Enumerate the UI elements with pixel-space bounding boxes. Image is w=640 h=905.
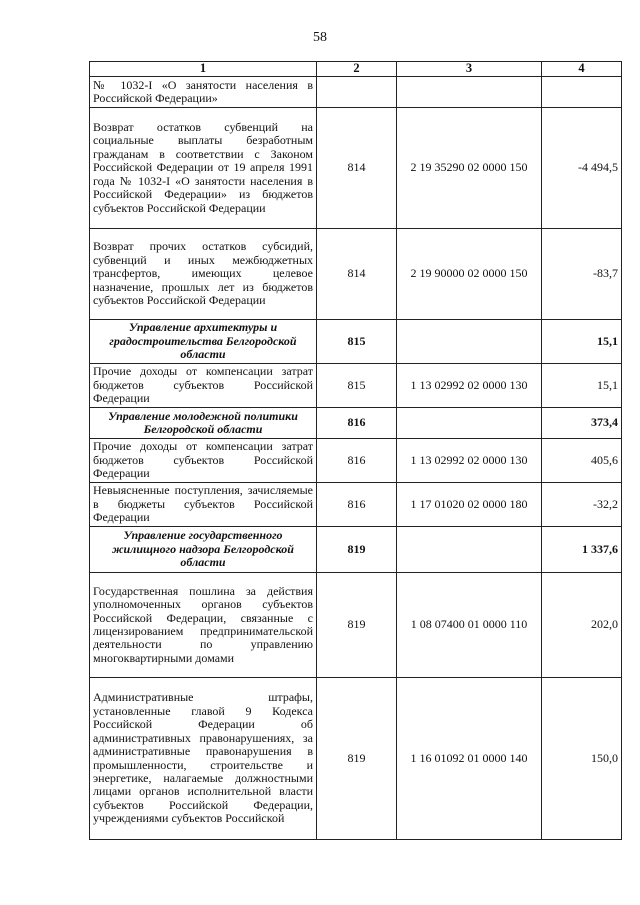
row-budget-code [397,408,542,439]
row-amount: 15,1 [542,364,622,408]
row-budget-code: 1 08 07400 01 0000 110 [397,573,542,678]
column-header: 1 [90,62,317,77]
row-amount: 405,6 [542,439,622,483]
agency-code: 815 [317,320,397,364]
agency-row [90,527,622,573]
table-row [90,573,622,678]
row-amount: -4 494,5 [542,108,622,229]
row-description: № 1032-I «О занятости населения в Российской Федерации» [90,77,317,108]
table-row [90,229,622,320]
agency-row [90,408,622,439]
row-amount: -32,2 [542,483,622,527]
row-admin-code: 816 [317,483,397,527]
column-header: 3 [397,62,542,77]
row-amount: -83,7 [542,229,622,320]
row-budget-code: 1 13 02992 02 0000 130 [397,364,542,408]
table-header-row [90,62,622,77]
row-budget-code [397,527,542,573]
agency-total: 1 337,6 [542,527,622,573]
row-description: Государственная пошлина за действия уполномоченных органов субъектов Российской Федерации, связанные с лицензированием предпринимательской деятельности по управлению многоквартирными домами [90,573,317,678]
row-admin-code: 819 [317,573,397,678]
row-description: Административные штрафы, установленные главой 9 Кодекса Российской Федерации об административных правонарушениях, за административные правонарушения в промышленности, строительстве и энергетике, налагаемые должностными лицами органов исполнительной власти субъектов Российской Федерации, учреждениями субъектов Российской [90,678,317,840]
row-amount [542,77,622,108]
row-budget-code [397,77,542,108]
agency-code: 816 [317,408,397,439]
column-header: 2 [317,62,397,77]
row-description: Прочие доходы от компенсации затрат бюджетов субъектов Российской Федерации [90,364,317,408]
table-row [90,483,622,527]
row-admin-code: 815 [317,364,397,408]
agency-total: 373,4 [542,408,622,439]
row-amount: 202,0 [542,573,622,678]
agency-row [90,320,622,364]
row-budget-code: 2 19 90000 02 0000 150 [397,229,542,320]
agency-total: 15,1 [542,320,622,364]
row-description: Возврат остатков субвенций на социальные выплаты безработным гражданам в соответствии с Законом Российской Федерации от 19 апреля 1991 года № 1032-I «О занятости населения в Российской Федерации» из бюджетов субъектов Российской Федерации [90,108,317,229]
agency-code: 819 [317,527,397,573]
row-budget-code: 1 13 02992 02 0000 130 [397,439,542,483]
row-amount: 150,0 [542,678,622,840]
agency-name: Управление архитектуры и градостроительства Белгородской области [90,320,317,364]
table-row [90,678,622,840]
row-admin-code: 814 [317,108,397,229]
row-admin-code [317,77,397,108]
row-budget-code: 1 16 01092 01 0000 140 [397,678,542,840]
agency-name: Управление государственного жилищного надзора Белгородской области [90,527,317,573]
row-description: Возврат прочих остатков субсидий, субвенций и иных межбюджетных трансфертов, имеющих целевое назначение, прошлых лет из бюджетов субъектов Российской Федерации [90,229,317,320]
table-row [90,77,622,108]
page-number: 58 [313,30,327,45]
revenue-table [89,61,622,840]
row-admin-code: 816 [317,439,397,483]
agency-name: Управление молодежной политики Белгородской области [90,408,317,439]
row-budget-code: 2 19 35290 02 0000 150 [397,108,542,229]
table-row [90,364,622,408]
table-row [90,439,622,483]
row-budget-code: 1 17 01020 02 0000 180 [397,483,542,527]
column-header: 4 [542,62,622,77]
row-admin-code: 814 [317,229,397,320]
row-description: Невыясненные поступления, зачисляемые в бюджеты субъектов Российской Федерации [90,483,317,527]
table-row [90,108,622,229]
row-description: Прочие доходы от компенсации затрат бюджетов субъектов Российской Федерации [90,439,317,483]
row-budget-code [397,320,542,364]
row-admin-code: 819 [317,678,397,840]
